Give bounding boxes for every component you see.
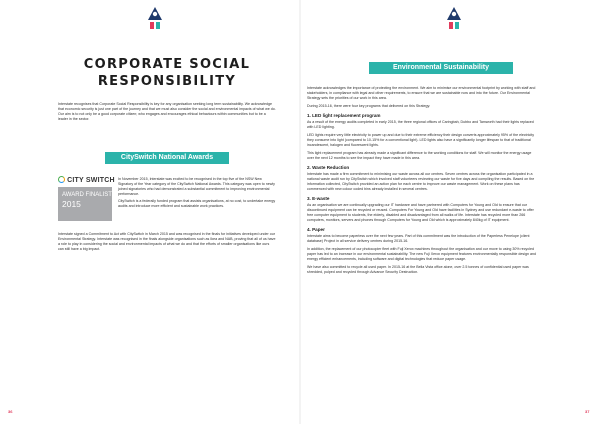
section-paragraph: We have also committed to recycle all used paper. In 2015-16 at the Bella Vista office alone, over 2.5 tonnes of confidential used paper was shredded, pulped and recycled through Advance Security Destruction. bbox=[307, 265, 529, 274]
right-page bbox=[307, 0, 539, 424]
section-paragraph: In addition, the replacement of our photocopier fleet with Fuji Xerox machines throughout the organisation and our move to using 30% recycled paper has led to an increase in our environmental sustainability. The new Fuji Xerox equipment features environmentally responsible design and energy efficient enhancements, including software and digital technologies that reduce paper usage. bbox=[307, 247, 537, 261]
page-gutter bbox=[299, 0, 301, 424]
award-panel bbox=[58, 187, 112, 221]
section-heading: 3. E-waste bbox=[307, 196, 330, 201]
award-year: 2015 bbox=[62, 199, 81, 209]
section-paragraph: As an organisation we are continually upgrading our IT hardware and have partnered with Computers for Young and Old to ensure that our discontinued equipment can be recycled or reused. Computers For Young and Old have facilities in Sydney and use redundant e-waste to offer free computer equipment to students, the elderly, disabled and disadvantaged from all walks of life. Interstate has recycled more than 266 computers, monitors, servers and phones through Computers for Young and Old which is approximately 840kg of IT equipment. bbox=[307, 203, 534, 222]
commitment-paragraph: Interstate signed a Commitment to Act with CitySwitch in March 2015 and was recognised in the finals for initiatives developed under our Environmental Strategy. Interstate was recognised in the finals alongside organisations such as Ikea and NAB, proving that all of us have a role to play in considering the social and environmental impacts of what we do and that the efforts of smaller organisations like ours can still have a big impact. bbox=[58, 232, 276, 251]
award-finalist-label: AWARD FINALIST bbox=[62, 192, 112, 198]
section-heading: 2. Waste Reduction bbox=[307, 165, 350, 170]
environment-body bbox=[307, 86, 539, 278]
section-paragraph: Interstate has made a firm commitment to minimising our waste across all our centres. Seven centres across the organisation participated in a national waste audit run by CitySwitch which involved staff volunteers reviewing our waste for five days and compiling the results. Based on the information collected, CitySwitch provided an action plan for each centre to improve our waste management. Work on these plans has commenced with new colour coded bins already installed in several centres. bbox=[307, 172, 535, 191]
section-heading: 4. Paper bbox=[307, 227, 325, 232]
cityswitch-swirl-icon bbox=[58, 176, 65, 183]
page-title: CORPORATE SOCIAL RESPONSIBILITY bbox=[83, 57, 251, 89]
section-heading: 1. LED light replacement program bbox=[307, 113, 381, 118]
cityswitch-brand-text: CITY SWITCH bbox=[67, 177, 115, 184]
intro-paragraph: During 2015-16, there were four key programs that delivered on this Strategy: bbox=[307, 104, 431, 108]
section-paragraph: As a result of the energy audits completed in early 2015, the three regional offices of Caringbah, Dubbo and Tamworth had their lights replaced with LED lighting. bbox=[307, 120, 534, 129]
page-number: 37 bbox=[585, 409, 590, 414]
section-paragraph: This light replacement program has already made a significant difference to the working conditions for staff. We will monitor the energy usage over the next 12 months to see the impact they have made in this area. bbox=[307, 151, 532, 160]
section-paragraph: Interstate aims to become paperless over the next few years. Part of this commitment was the introduction of the Paperless Penelope (client database) Project in all service delivery centres during 2015-16. bbox=[307, 234, 530, 243]
award-finalist-badge bbox=[58, 176, 115, 226]
left-page bbox=[58, 0, 276, 424]
award-paragraph: In November 2015, Interstate was excited to be recognised in the top five of the NSW New Signatory of the Year category of the CitySwitch National Awards. This category was open to newly joined signatories who had demonstrated a substantial commitment to improving environmental performance. bbox=[118, 177, 275, 196]
cityswitch-logo bbox=[58, 176, 115, 184]
section-banner: Environmental Sustainability bbox=[369, 62, 513, 74]
intro-paragraph: Interstate recognises that Corporate Social Responsibility is key for any organisation seeking long term sustainability. We acknowledge that economic security is just one part of the journey and that we must also consider the social and environmental impacts of what we do. Our aim is to not only be a good corporate citizen; who engages and encourages ethical behaviours within communities but to be a leader in the sector. bbox=[58, 102, 276, 121]
section-paragraph: LED lights require very little electricity to power up and due to their extreme efficiency their design converts approximately 95% of the electricity they consume into light (compared to 10-15% for a conventional light). LED lights also have a significantly longer lifespan to that of traditional incandescent, halogen and fluorescent lights. bbox=[307, 133, 535, 147]
page-number: 36 bbox=[8, 409, 13, 414]
award-description bbox=[118, 177, 276, 209]
section-banner: CitySwitch National Awards bbox=[105, 152, 229, 164]
award-paragraph: CitySwitch is a federally funded program that assists organisations, at no cost, to undertake energy audits and introduce more efficient and sustainable work practices. bbox=[118, 199, 276, 208]
intro-paragraph: Interstate acknowledges the importance of protecting the environment. We aim to minimise our environmental footprint by working with staff and stakeholders, in compliance with legal and other requirements, to ensure that we are sustainable now and into the future. Our Environmental Strategy sets the priorities of our work in this area. bbox=[307, 86, 536, 100]
